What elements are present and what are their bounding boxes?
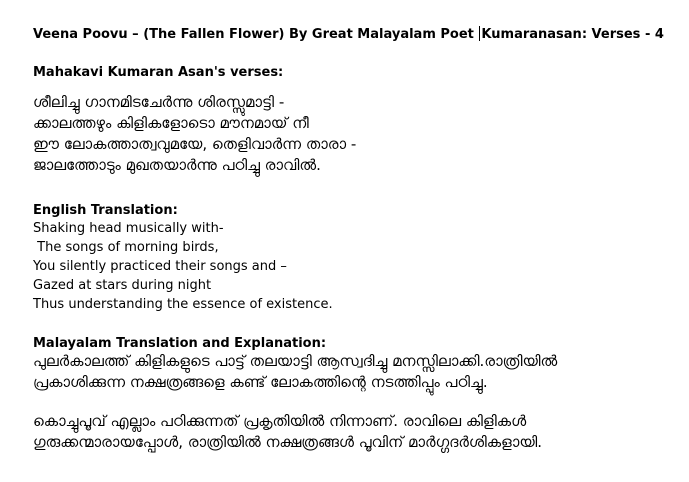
document-title (33, 26, 664, 43)
translation-line: Shaking head musically with- (33, 221, 224, 236)
verses-heading: Mahakavi Kumaran Asan's verses: (33, 65, 284, 80)
title-text-before-cursor: Veena Poovu – (The Fallen Flower) By Great Malayalam Poet (33, 27, 479, 42)
verse-line: ജാലത്തോടും മുഖതയാർന്നു പഠിച്ചു രാവിൽ. (33, 156, 321, 174)
explanation-line: കൊച്ചുപൂവ് എല്ലാം പഠിക്കുന്നത് പ്രകൃതിയിൽ നിന്നാണ്. രാവിലെ കിളികൾ (33, 412, 527, 430)
explanation-line: ഗുരുക്കന്മാരായപ്പോൾ, രാത്രിയിൽ നക്ഷത്രങ്ങൾ പൂവിന് മാർഗ്ഗദർശികളായി. (33, 433, 543, 451)
translation-line: Gazed at stars during night (33, 278, 212, 293)
translation-line: You silently practiced their songs and – (33, 259, 287, 274)
translation-line: The songs of morning birds, (33, 240, 219, 255)
verse-line: ഈ ലോകത്താത്വവുമയേ, തെളിവാർന്ന താരാ - (33, 135, 357, 153)
title-text-after-cursor: Kumaranasan: Verses - 4 (481, 27, 664, 42)
malayalam-explanation-paragraph-1 (33, 351, 557, 393)
translation-line: Thus understanding the essence of existence. (33, 297, 333, 312)
explanation-line: പ്രകാശിക്കുന്ന നക്ഷത്രങ്ങളെ കണ്ട് ലോകത്തിന്റെ നടത്തിപ്പും പഠിച്ചു. (33, 373, 488, 391)
verse-line: ക്കാലത്തഴും കിളികളോടൊ മൗനമായ് നീ (33, 114, 309, 132)
malayalam-explanation-heading: Malayalam Translation and Explanation: (33, 336, 327, 351)
verse-line: ശീലിച്ചു ഗാനമിടചേർന്നു ശിരസ്സുമാട്ടി - (33, 93, 285, 111)
english-translation-heading: English Translation: (33, 203, 178, 218)
malayalam-explanation-paragraph-2 (33, 411, 542, 453)
english-translation (33, 219, 333, 314)
explanation-line: പുലർകാലത്ത് കിളികളുടെ പാട്ട് തലയാട്ടി ആസ്വദിച്ചു മനസ്സിലാക്കി.രാത്രിയിൽ (33, 352, 558, 370)
malayalam-verses (33, 92, 356, 176)
